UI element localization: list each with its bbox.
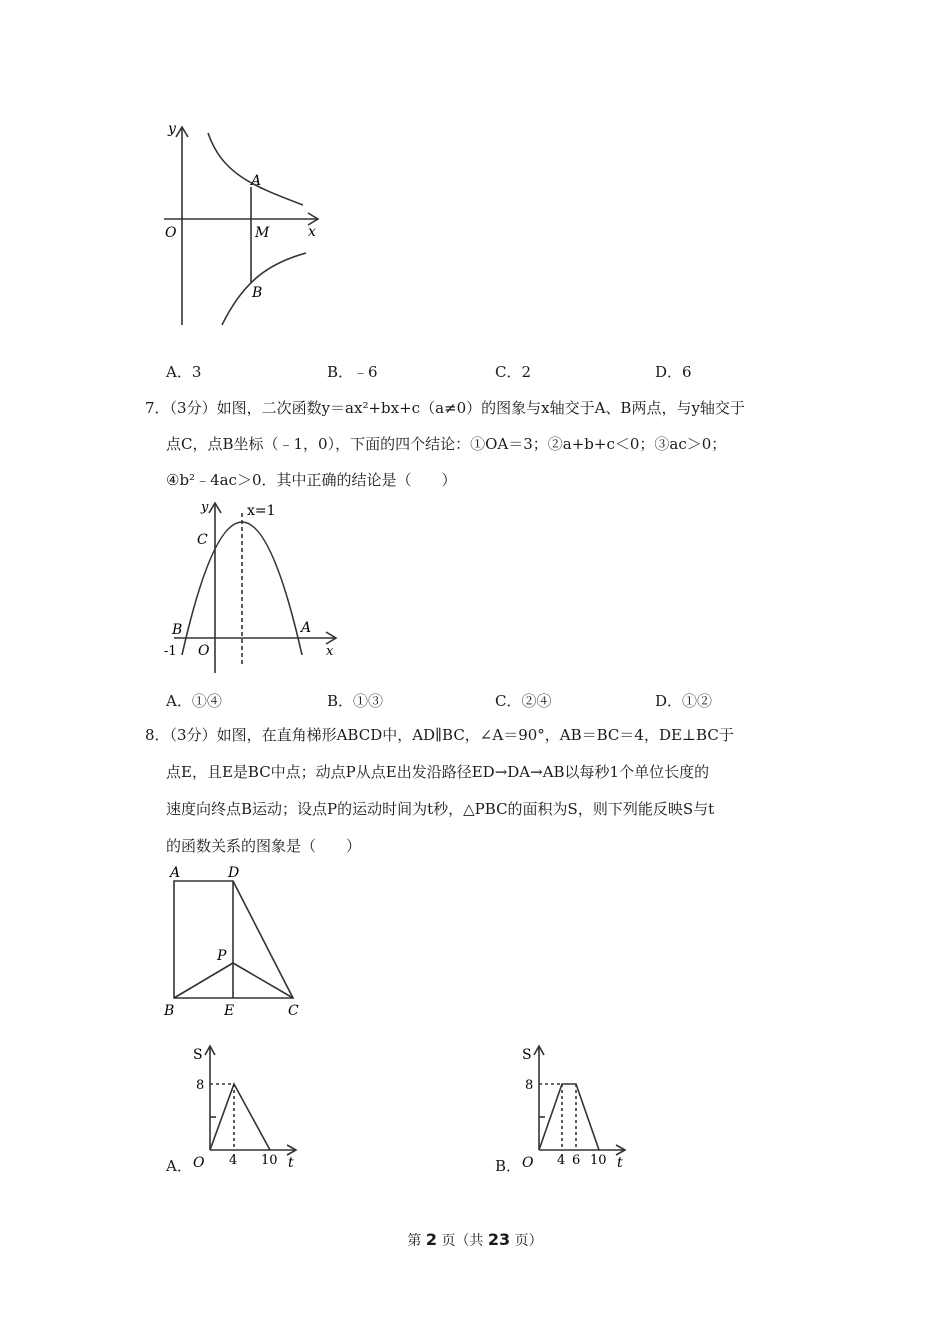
q7-option-a[interactable]: A．①④ <box>166 692 222 710</box>
qb-label-10: 10 <box>590 1153 607 1168</box>
q7-label-y: y <box>201 500 209 515</box>
q6-curve-lower <box>222 253 306 325</box>
q6-label-x: x <box>308 224 316 240</box>
q7-label-a: A <box>301 620 312 636</box>
q6-option-a[interactable]: A．3 <box>166 363 202 381</box>
q6-option-d[interactable]: D．6 <box>655 363 692 381</box>
qb-label-4: 4 <box>557 1153 566 1168</box>
footer-total-pages: 23 <box>487 1230 511 1249</box>
q8-label-e: E <box>224 1003 235 1019</box>
q7-option-c[interactable]: C．②④ <box>495 692 552 710</box>
qa-label-8: 8 <box>196 1078 205 1093</box>
q7-figure <box>160 495 345 675</box>
qb-label-8: 8 <box>525 1078 534 1093</box>
qa-label-s: S <box>193 1047 203 1063</box>
q7-label-axis: x=1 <box>247 503 276 519</box>
page-footer <box>0 1230 950 1250</box>
q8-option-b-graph <box>517 1042 637 1172</box>
q6-label-a: A <box>251 173 262 189</box>
q8-option-b-label[interactable]: B． <box>495 1157 522 1175</box>
qa-label-o: O <box>193 1155 205 1171</box>
q8-line-2: 点E，且E是BC中点；动点P从点E出发沿路径ED→DA→AB以每秒1个单位长度的 <box>166 763 710 781</box>
q8-label-c: C <box>288 1003 299 1019</box>
q7-option-b[interactable]: B．①③ <box>327 692 384 710</box>
q8-label-b: B <box>164 1003 175 1019</box>
q7-label-b: B <box>172 622 183 638</box>
qb-label-t: t <box>617 1155 623 1171</box>
q8-option-a-label[interactable]: A． <box>166 1157 192 1175</box>
q7-line-3: ④b²﹣4ac＞0．其中正确的结论是（ ） <box>166 471 457 489</box>
qb-label-o: O <box>522 1155 534 1171</box>
q6-figure <box>150 115 340 335</box>
qa-label-4: 4 <box>229 1153 238 1168</box>
q6-option-b[interactable]: B．﹣6 <box>327 363 378 381</box>
qa-graph-line <box>210 1084 270 1150</box>
q7-label-o: O <box>198 643 210 659</box>
q8-label-d: D <box>228 865 240 881</box>
q8-figure <box>160 862 320 1022</box>
qb-label-s: S <box>522 1047 532 1063</box>
q6-label-o: O <box>165 225 177 241</box>
footer-page-number: 2 <box>425 1230 437 1249</box>
footer-post: 页） <box>514 1233 543 1249</box>
q7-label-c: C <box>197 532 208 548</box>
qa-label-t: t <box>288 1155 294 1171</box>
footer-mid: 页（共 <box>441 1233 484 1249</box>
q6-option-c[interactable]: C．2 <box>495 363 532 381</box>
q7-line-2: 点C，点B坐标（﹣1，0），下面的四个结论：①OA＝3；②a+b+c＜0；③ac＞0； <box>166 435 727 453</box>
q7-label-x: x <box>326 644 334 659</box>
q6-label-y: y <box>168 121 176 137</box>
q6-label-m: M <box>255 225 270 241</box>
qa-label-10: 10 <box>261 1153 278 1168</box>
q7-line-1: 7．（3分）如图，二次函数y＝ax²+bx+c（a≠0）的图象与x轴交于A、B两点，与y轴交于 <box>145 399 745 417</box>
q8-label-a: A <box>170 865 181 881</box>
q6-curve-upper <box>208 133 303 205</box>
q8-line-3: 速度向终点B运动；设点P的运动时间为t秒，△PBC的面积为S，则下列能反映S与t <box>166 800 715 818</box>
q8-line-1: 8．（3分）如图，在直角梯形ABCD中，AD∥BC，∠A＝90°，AB＝BC＝4，DE⊥BC于 <box>145 726 734 744</box>
q7-label-neg1: -1 <box>164 644 177 659</box>
q7-option-d[interactable]: D．①② <box>655 692 713 710</box>
qb-graph-line <box>539 1084 599 1150</box>
q8-label-p: P <box>217 948 227 964</box>
footer-pre: 第 <box>407 1233 422 1249</box>
q8-segment-bp <box>174 963 233 998</box>
q6-label-b: B <box>252 285 263 301</box>
qb-label-6: 6 <box>572 1153 581 1168</box>
q8-option-a-graph <box>188 1042 308 1172</box>
q8-line-4: 的函数关系的图象是（ ） <box>166 837 362 855</box>
